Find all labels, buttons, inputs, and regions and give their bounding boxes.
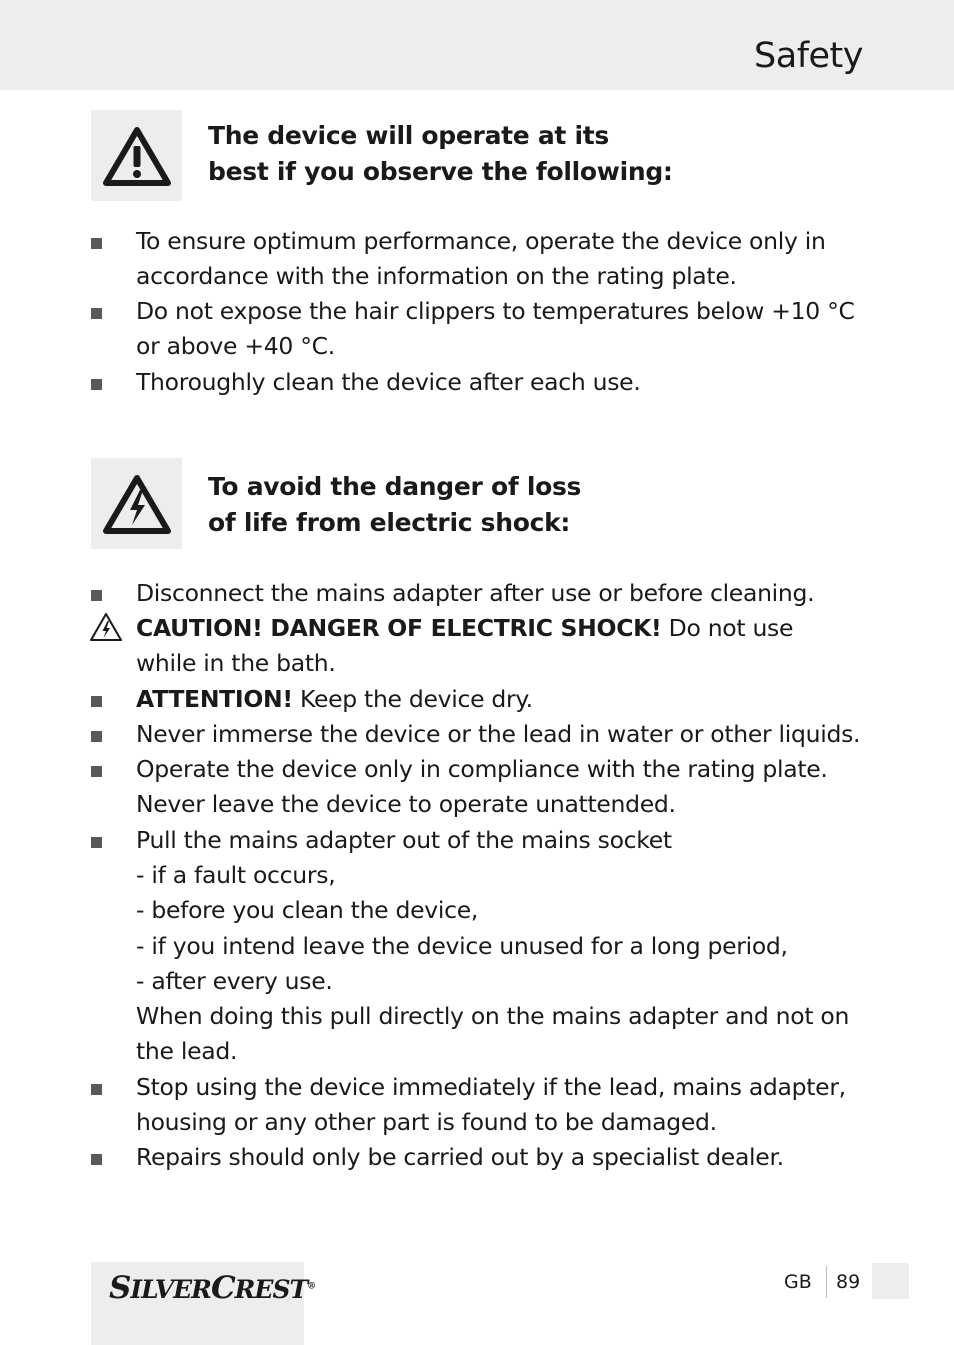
- bullet-icon: [91, 766, 102, 777]
- warning-box: [91, 110, 182, 201]
- brand-logo-box: [91, 1262, 316, 1345]
- bullet-icon: [91, 590, 102, 601]
- section-heading: The device will operate at its best if you observe the following:: [208, 121, 673, 186]
- bullet-icon: [91, 837, 102, 848]
- list-item: Stop using the device immediately if the lead, mains adapter, housing or any other part is found to be damaged.: [136, 1073, 846, 1137]
- list-item: Do not expose the hair clippers to temperatures below +10 °C or above +40 °C.: [136, 297, 855, 361]
- list-item: ATTENTION! Keep the device dry.: [136, 685, 533, 713]
- footer-divider: [826, 1266, 827, 1298]
- list-item: Repairs should only be carried out by a specialist dealer.: [136, 1143, 784, 1171]
- bullet-icon: [91, 308, 102, 319]
- sub-item: - if you intend leave the device unused for a long period,: [136, 931, 788, 960]
- sub-item: - after every use.: [136, 966, 333, 995]
- list-item: CAUTION! DANGER OF ELECTRIC SHOCK! Do not use while in the bath.: [136, 614, 794, 678]
- list-item: Disconnect the mains adapter after use or before cleaning.: [136, 579, 815, 607]
- bullet-icon: [91, 1154, 102, 1165]
- list-item: Never immerse the device or the lead in water or other liquids.: [136, 720, 861, 748]
- section-heading: To avoid the danger of loss of life from electric shock:: [208, 472, 582, 537]
- bullet-icon: [91, 379, 102, 390]
- bullet-icon: [91, 1084, 102, 1095]
- bullet-icon: [91, 238, 102, 249]
- language-code: GB: [784, 1271, 812, 1293]
- caution-warning-icon: [89, 612, 123, 642]
- page-tab: [872, 1263, 909, 1299]
- list-item: Operate the device only in compliance with the rating plate. Never leave the device to operate unattended.: [136, 755, 828, 819]
- bullet-icon: [91, 731, 102, 742]
- list-item: Pull the mains adapter out of the mains socket - if a fault occurs, - before you clean the device, - if you intend leave the device unused for a long period, - after every use. When doing this pull directly on the mains adapter and not on the lead.: [136, 826, 850, 1066]
- list-item: Thoroughly clean the device after each use.: [136, 368, 641, 396]
- sub-item: - before you clean the device,: [136, 896, 479, 925]
- page-number: 89: [836, 1271, 861, 1293]
- warning-box: [91, 458, 182, 549]
- bullet-icon: [91, 696, 102, 707]
- page-title: Safety: [754, 36, 863, 76]
- warning-triangle-icon: [103, 126, 171, 186]
- sub-item: - if a fault occurs,: [136, 861, 336, 890]
- electric-shock-warning-icon: [103, 474, 171, 534]
- brand-logo: SILVERCREST®: [109, 1270, 316, 1306]
- list-item: To ensure optimum performance, operate the device only in accordance with the information on the rating plate.: [136, 227, 826, 291]
